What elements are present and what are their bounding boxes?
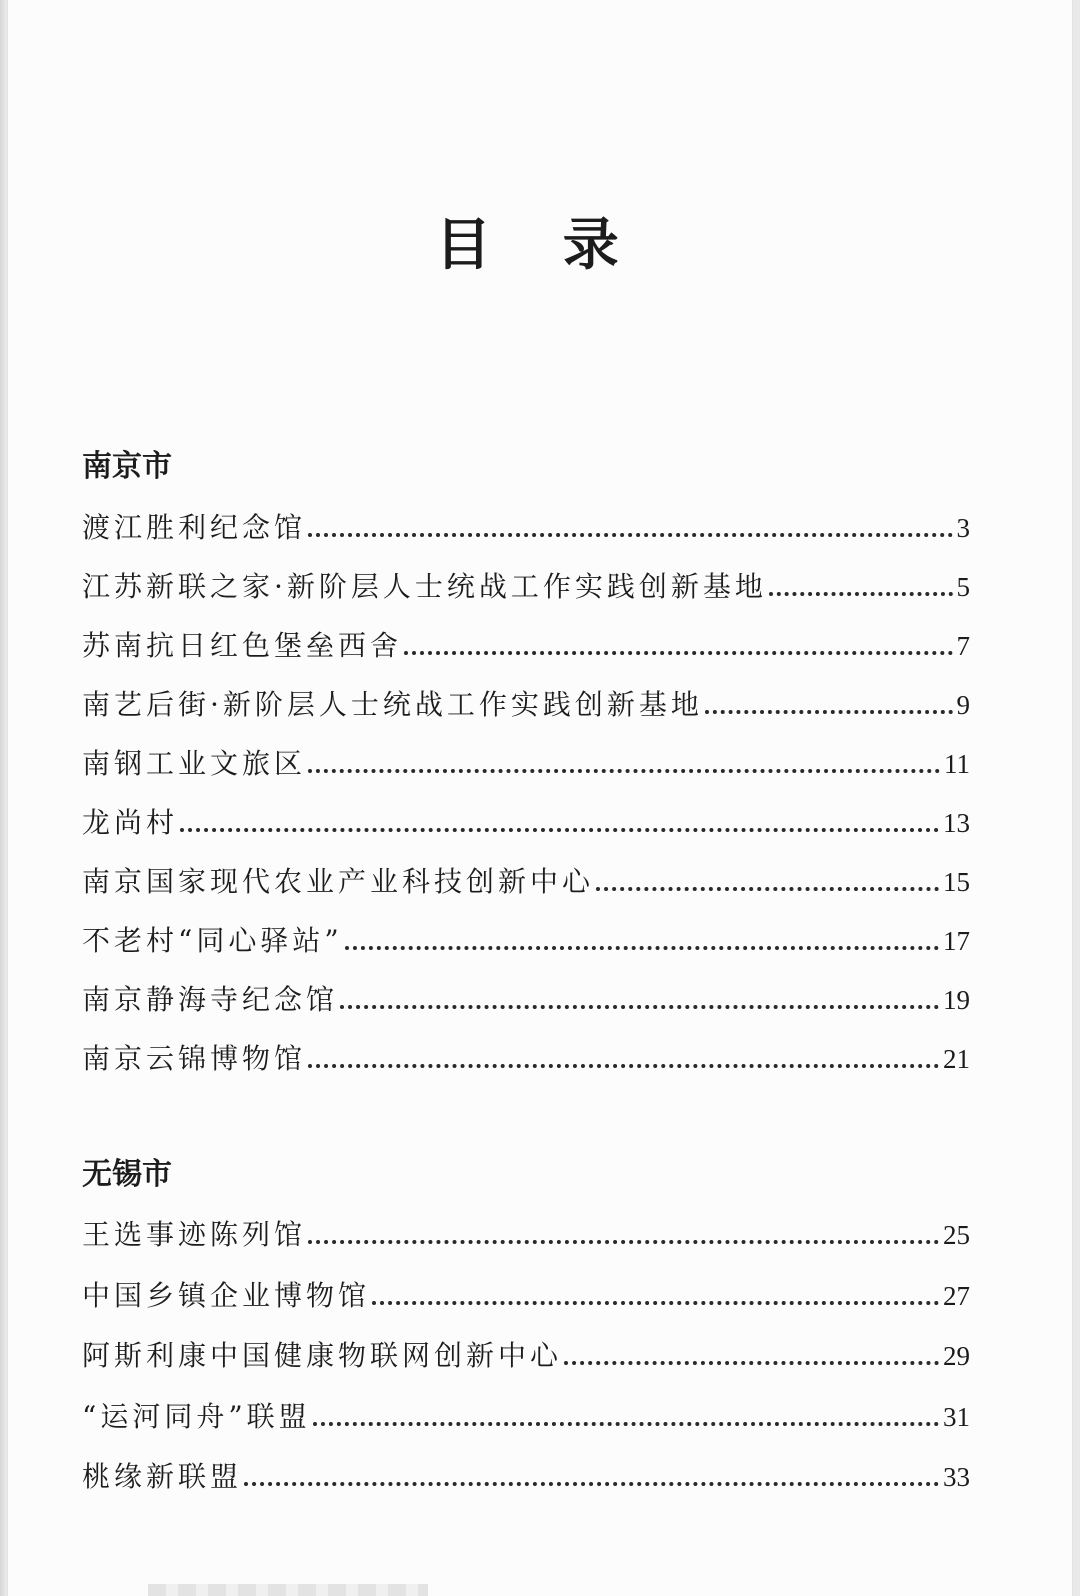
dot-leader bbox=[308, 533, 952, 537]
toc-entry[interactable] bbox=[82, 1273, 970, 1313]
toc-entry[interactable] bbox=[82, 1333, 970, 1373]
toc-entry[interactable] bbox=[82, 505, 970, 545]
toc-entry[interactable] bbox=[82, 800, 970, 840]
toc-entry-title: 南京国家现代农业产业科技创新中心 bbox=[82, 865, 595, 898]
page-left-edge bbox=[0, 0, 8, 1596]
dot-leader bbox=[705, 710, 953, 714]
dot-leader bbox=[244, 1482, 939, 1486]
toc-entry[interactable] bbox=[82, 623, 970, 663]
dot-leader bbox=[180, 828, 939, 832]
toc-entry-title: 王选事迹陈列馆 bbox=[82, 1218, 307, 1251]
toc-entry-page: 27 bbox=[943, 1281, 970, 1311]
toc-entry-title: 桃缘新联盟 bbox=[82, 1460, 243, 1493]
toc-entry[interactable] bbox=[82, 1212, 970, 1252]
toc-entry-page: 3 bbox=[956, 513, 970, 543]
toc-entry-page: 29 bbox=[943, 1341, 970, 1371]
section-heading-wuxi: 无锡市 bbox=[82, 1157, 172, 1192]
toc-entry-title: 南艺后街·新阶层人士统战工作实践创新基地 bbox=[82, 688, 703, 721]
dot-leader bbox=[345, 946, 939, 950]
section-heading-nanjing: 南京市 bbox=[82, 449, 172, 484]
toc-page bbox=[8, 0, 1072, 1596]
toc-entry-title: 龙尚村 bbox=[82, 806, 179, 839]
toc-entry-title: 阿斯利康中国健康物联网创新中心 bbox=[82, 1339, 563, 1372]
toc-entry-title: 中国乡镇企业博物馆 bbox=[82, 1279, 371, 1312]
toc-entry-page: 17 bbox=[943, 926, 970, 956]
toc-entry-page: 33 bbox=[943, 1462, 970, 1492]
toc-entry-page: 19 bbox=[943, 985, 970, 1015]
dot-leader bbox=[308, 1240, 939, 1244]
toc-entry-title: 南京云锦博物馆 bbox=[82, 1042, 307, 1075]
toc-entry-title: 渡江胜利纪念馆 bbox=[82, 511, 307, 544]
dot-leader bbox=[769, 592, 953, 596]
dot-leader bbox=[404, 651, 952, 655]
toc-entry-title: 不老村“同心驿站” bbox=[82, 924, 343, 957]
dot-leader bbox=[340, 1005, 939, 1009]
toc-entry-page: 15 bbox=[943, 867, 970, 897]
toc-entry-title: “运河同舟”联盟 bbox=[82, 1400, 311, 1433]
toc-entry-page: 5 bbox=[956, 572, 970, 602]
dot-leader bbox=[313, 1422, 939, 1426]
toc-entry-title: 苏南抗日红色堡垒西舍 bbox=[82, 629, 403, 662]
toc-entry[interactable] bbox=[82, 741, 970, 781]
toc-entry[interactable] bbox=[82, 859, 970, 899]
page-title: 目 录 bbox=[435, 213, 645, 278]
toc-entry-title: 南钢工业文旅区 bbox=[82, 747, 307, 780]
dot-leader bbox=[372, 1301, 939, 1305]
toc-entry-page: 9 bbox=[956, 690, 970, 720]
dot-leader bbox=[308, 769, 940, 773]
toc-entry-title: 江苏新联之家·新阶层人士统战工作实践创新基地 bbox=[82, 570, 767, 603]
page-bottom-edge bbox=[148, 1584, 428, 1596]
dot-leader bbox=[596, 887, 939, 891]
toc-entry[interactable] bbox=[82, 564, 970, 604]
toc-entry[interactable] bbox=[82, 1036, 970, 1076]
toc-entry[interactable] bbox=[82, 977, 970, 1017]
dot-leader bbox=[564, 1361, 939, 1365]
toc-entry-title: 南京静海寺纪念馆 bbox=[82, 983, 339, 1016]
toc-entry-page: 21 bbox=[943, 1044, 970, 1074]
toc-entry-page: 13 bbox=[943, 808, 970, 838]
dot-leader bbox=[308, 1064, 939, 1068]
toc-entry-page: 31 bbox=[943, 1402, 970, 1432]
toc-entry-page: 25 bbox=[943, 1220, 970, 1250]
toc-entry-page: 7 bbox=[956, 631, 970, 661]
toc-entry[interactable] bbox=[82, 1394, 970, 1434]
toc-entry[interactable] bbox=[82, 918, 970, 958]
toc-entry[interactable] bbox=[82, 1454, 970, 1494]
toc-entry[interactable] bbox=[82, 682, 970, 722]
toc-entry-page: 11 bbox=[944, 749, 970, 779]
